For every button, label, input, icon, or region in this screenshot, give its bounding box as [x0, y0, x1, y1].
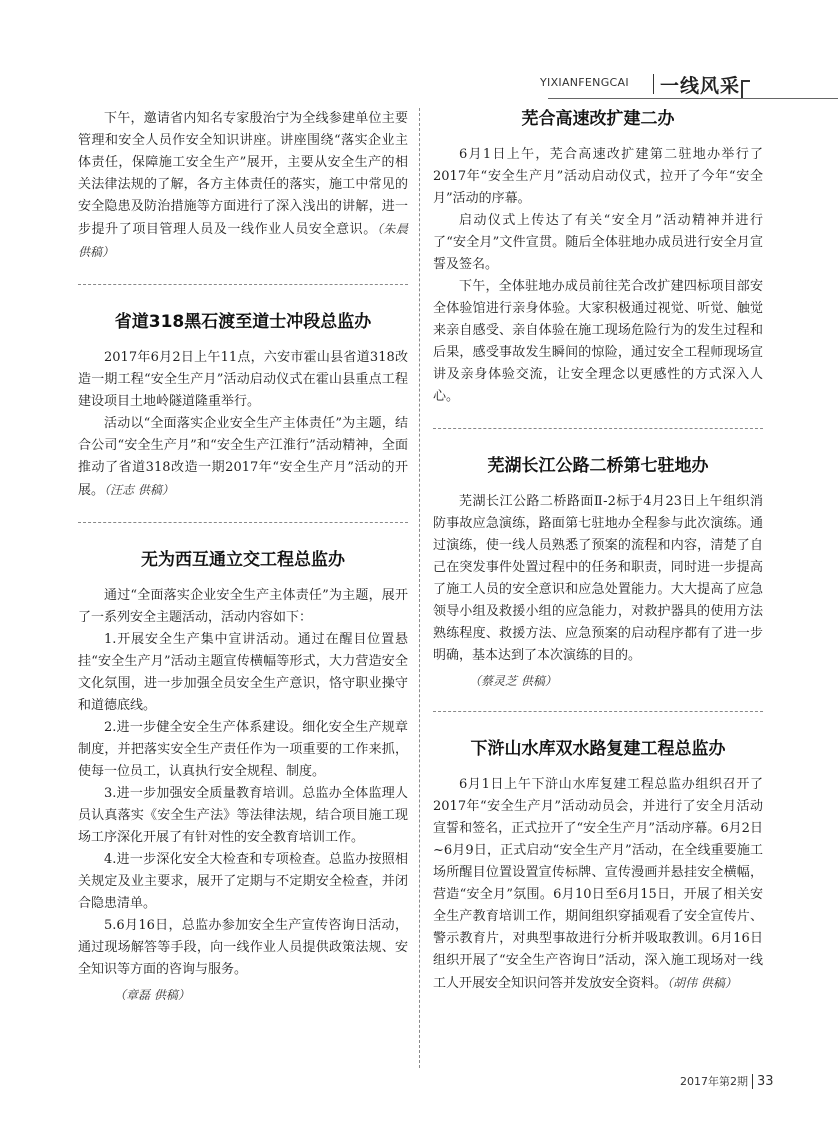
article-title: 芜湖长江公路二桥第七驻地办 [487, 456, 709, 476]
article-separator [433, 428, 763, 429]
article-wuwei-interchange [78, 549, 408, 1005]
article-title: 下浒山水库双水路复建工程总监办 [470, 739, 726, 759]
header-rule [548, 98, 838, 99]
article-xiahushan-reservoir [433, 738, 763, 995]
paragraph: 4.进一步深化安全大检查和专项检查。总监办按照相关规定及业主要求，展开了定期与不定期安全检查，并闭合隐患清单。 [78, 852, 408, 911]
article-credit: （章磊 供稿） [114, 988, 190, 1002]
article-provincial-road-318 [78, 311, 408, 502]
article-title: 无为西互通立交工程总监办 [141, 550, 345, 570]
paragraph: 通过“全面落实企业安全生产主体责任”为主题，展开了一系列安全主题活动，活动内容如下： [78, 588, 408, 625]
article-separator [433, 711, 763, 712]
paragraph: 下午，邀请省内知名专家殷治宁为全线参建单位主要管理和安全人员作安全知识讲座。讲座围绕“落实企业主体责任，保障施工安全生产”展开，主要从安全生产的相关法律法规的了解，各方主体责任的落实，施工中常见的安全隐患及防治措施等方面进行了深入浅出的讲解，进一步提升了项目管理人员及一线作业人员安全意识。（朱晨 供稿） [78, 111, 408, 259]
paragraph: 1.开展安全生产集中宣讲活动。通过在醒目位置悬挂“安全生产月”活动主题宣传横幅等形式，大力营造安全文化氛围，进一步加强全员安全生产意识，恪守职业操守和道德底线。 [78, 632, 408, 713]
issue-label: 2017年第2期 [680, 1075, 748, 1088]
article-wuhe-expressway [433, 108, 763, 408]
article-credit: （胡伟 供稿） [667, 976, 737, 990]
header-divider [653, 74, 654, 94]
article-title: 芜合高速改扩建二办 [521, 109, 675, 129]
paragraph: 3.进一步加强安全质量教育培训。总监办全体监理人员认真落实《安全生产法》等法律法规，结合项目施工现场工序深化开展了有针对性的安全教育培训工作。 [78, 786, 408, 845]
article-wuhu-bridge [433, 455, 763, 691]
corner-mark [741, 80, 750, 98]
paragraph: 5.6月16日，总监办参加安全生产宣传咨询日活动，通过现场解答等手段，向一线作业人员提供政策法规、安全知识等方面的咨询与服务。 [78, 918, 408, 977]
section-name: 一线风采 [660, 75, 741, 97]
paragraph: 2.进一步健全安全生产体系建设。细化安全生产规章制度，并把落实安全生产责任作为一项重要的工作来抓，使每一位员工，认真执行安全规程、制度。 [78, 720, 408, 779]
article-separator [78, 522, 408, 523]
paragraph: 下午，全体驻地办成员前往芜合改扩建四标项目部安全体验馆进行亲身体验。大家积极通过视觉、听觉、触觉来亲自感受、亲自体验在施工现场危险行为的发生过程和后果，感受事故发生瞬间的惊险，通过安全工程师现场宣讲及亲身体验交流，让安全理念以更感性的方式深入人心。 [433, 279, 763, 404]
left-column [78, 108, 408, 1005]
page-number: 33 [752, 1074, 774, 1089]
column-divider [419, 108, 420, 1068]
article-title: 省道318黑石渡至道士冲段总监办 [114, 312, 372, 332]
article-separator [78, 284, 408, 285]
section-name-latin: YIXIANFENGCAI [540, 76, 629, 89]
page-footer [680, 1073, 774, 1089]
right-column [433, 108, 763, 995]
paragraph: 芜湖长江公路二桥路面Ⅱ-2标于4月23日上午组织消防事故应急演练，路面第七驻地办全程参与此次演练。通过演练，使一线人员熟悉了预案的流程和内容，清楚了自己在突发事件处置过程中的任务和职责，同时进一步提高了施工人员的安全意识和应急处置能力。大大提高了应急领导小组及救援小组的应急能力，对救护器具的使用方法熟练程度、救援方法、应急预案的启动程序都有了进一步明确，基本达到了本次演练的目的。 [433, 494, 763, 663]
article-credit: （汪志 供稿） [104, 483, 174, 497]
paragraph: 活动以“全面落实企业安全生产主体责任”为主题，结合公司“安全生产月”和“安全生产江淮行”活动精神，全面推动了省道318改造一期2017年“安全生产月”活动的开展。（汪志 供稿） [78, 416, 408, 498]
article-continued [78, 108, 408, 264]
paragraph: 6月1日上午，芜合高速改扩建第二驻地办举行了2017年“安全生产月”活动启动仪式，拉开了今年“安全月”活动的序幕。 [433, 147, 763, 206]
article-credit: （朱晨 供稿） [78, 222, 408, 259]
article-credit: （蔡灵芝 供稿） [469, 674, 557, 688]
paragraph: 启动仪式上传达了有关“安全月”活动精神并进行了“安全月”文件宣贯。随后全体驻地办成员进行安全月宣誓及签名。 [433, 213, 763, 272]
paragraph: 2017年6月2日上午11点，六安市霍山县省道318改造一期工程“安全生产月”活动启动仪式在霍山县重点工程建设项目土地岭隧道隆重举行。 [78, 350, 408, 409]
paragraph: 6月1日上午下浒山水库复建工程总监办组织召开了2017年“安全生产月”活动动员会，并进行了安全月活动宣誓和签名，正式拉开了“安全生产月”活动序幕。6月2日~6月9日，正式启动“安全生产月”活动，在全线重要施工场所醒目位置设置宣传标牌、宣传漫画并悬挂安全横幅，营造“安全月”氛围。6月10日至6月15日，开展了相关安全生产教育培训工作，期间组织穿插观看了安全宣传片、警示教育片，对典型事故进行分析并吸取教训。6月16日组织开展了“安全生产咨询日”活动，深入施工现场对一线工人开展安全知识问答并发放安全资料。（胡伟 供稿） [433, 777, 763, 991]
page-header [0, 70, 839, 100]
